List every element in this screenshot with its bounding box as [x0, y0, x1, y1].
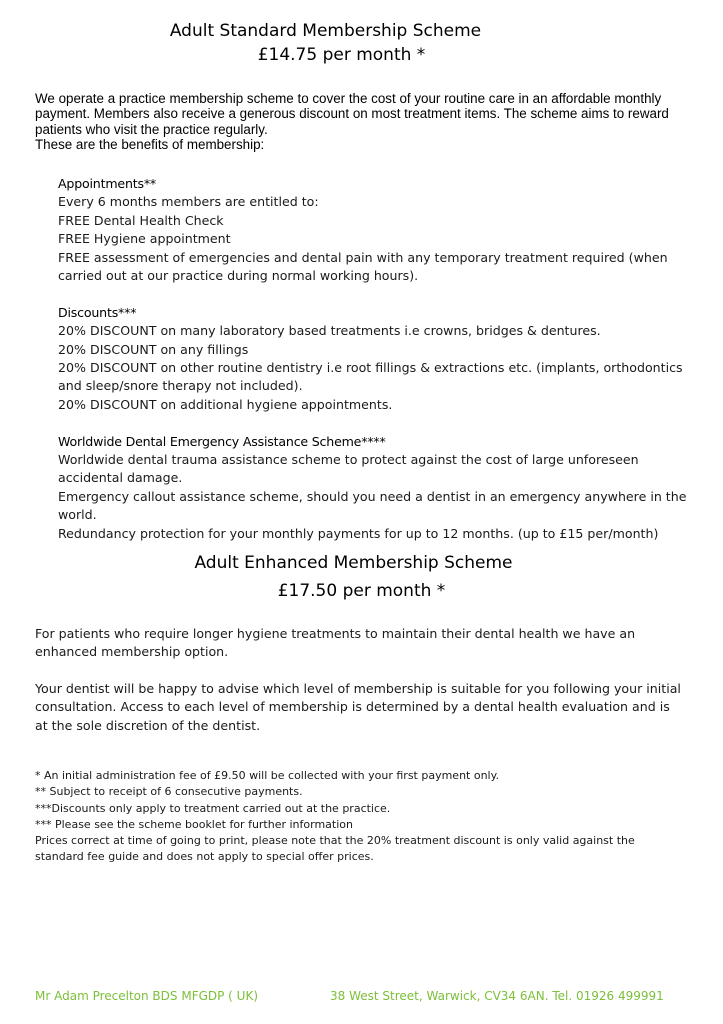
benefits-list	[58, 175, 698, 543]
appointments-section	[58, 175, 698, 285]
footnote: ***Discounts only apply to treatment carried out at the practice.	[35, 801, 391, 815]
footer-address-phone: 38 West Street, Warwick, CV34 6AN. Tel. 01926 499991	[330, 989, 664, 1003]
enhanced-scheme-title: Adult Enhanced Membership Scheme	[194, 553, 513, 573]
standard-scheme-title: Adult Standard Membership Scheme	[169, 21, 482, 41]
footnote: Prices correct at time of going to print, please note that the 20% treatment discount is only valid against the standard fee guide and does not apply to special offer prices.	[35, 834, 635, 864]
appointments-line: FREE assessment of emergencies and dental pain with any temporary treatment required (when carried out at our practice during normal working hours).	[58, 249, 668, 284]
appointments-heading: Appointments**	[58, 176, 157, 191]
worldwide-line: Worldwide dental trauma assistance scheme to protect against the cost of large unforeseen accidental damage.	[58, 452, 639, 486]
intro-text	[35, 91, 695, 153]
discounts-line: 20% DISCOUNT on additional hygiene appointments.	[58, 396, 393, 412]
enhanced-scheme-price: £17.50 per month *	[277, 581, 446, 601]
enhanced-paragraph: Your dentist will be happy to advise which level of membership is suitable for you following your initial consultation. Access to each level of membership is determined by a dental health evaluation and is at the sole discretion of the dentist.	[35, 681, 681, 733]
discounts-section	[58, 304, 698, 414]
footer-practitioner-name: Mr Adam Precelton BDS MFGDP ( UK)	[35, 989, 259, 1003]
footnote: *** Please see the scheme booklet for further information	[35, 817, 353, 831]
appointments-line: FREE Hygiene appointment	[58, 231, 231, 247]
worldwide-section	[58, 433, 698, 543]
footnote: ** Subject to receipt of 6 consecutive payments.	[35, 785, 303, 799]
discounts-heading: Discounts***	[58, 304, 137, 320]
appointments-line: FREE Dental Health Check	[58, 212, 224, 228]
footnote: * An initial administration fee of £9.50 will be collected with your first payment only.	[35, 769, 500, 782]
footnotes	[35, 768, 685, 866]
discounts-line: 20% DISCOUNT on any fillings	[58, 341, 249, 357]
discounts-line: 20% DISCOUNT on many laboratory based treatments i.e crowns, bridges & dentures.	[58, 323, 601, 339]
appointments-line: Every 6 months members are entitled to:	[58, 194, 319, 210]
worldwide-line: Redundancy protection for your monthly payments for up to 12 months. (up to £15 per/month)	[58, 525, 659, 541]
intro-paragraph: We operate a practice membership scheme to cover the cost of your routine care in an affordable monthly payment. Members also receive a generous discount on most treatment items. The scheme aims to reward patients who visit the practice regularly.	[35, 91, 669, 137]
intro-benefits-lead: These are the benefits of membership:	[35, 137, 265, 153]
enhanced-paragraph: For patients who require longer hygiene treatments to maintain their dental health we have an enhanced membership option.	[35, 626, 636, 660]
discounts-line: 20% DISCOUNT on other routine dentistry i.e root fillings & extractions etc. (implants, orthodontics and sleep/snore therapy not included).	[58, 360, 683, 394]
worldwide-heading: Worldwide Dental Emergency Assistance Scheme****	[58, 433, 386, 449]
worldwide-line: Emergency callout assistance scheme, should you need a dentist in an emergency anywhere in the world.	[58, 488, 687, 523]
standard-scheme-price: £14.75 per month *	[257, 45, 426, 65]
